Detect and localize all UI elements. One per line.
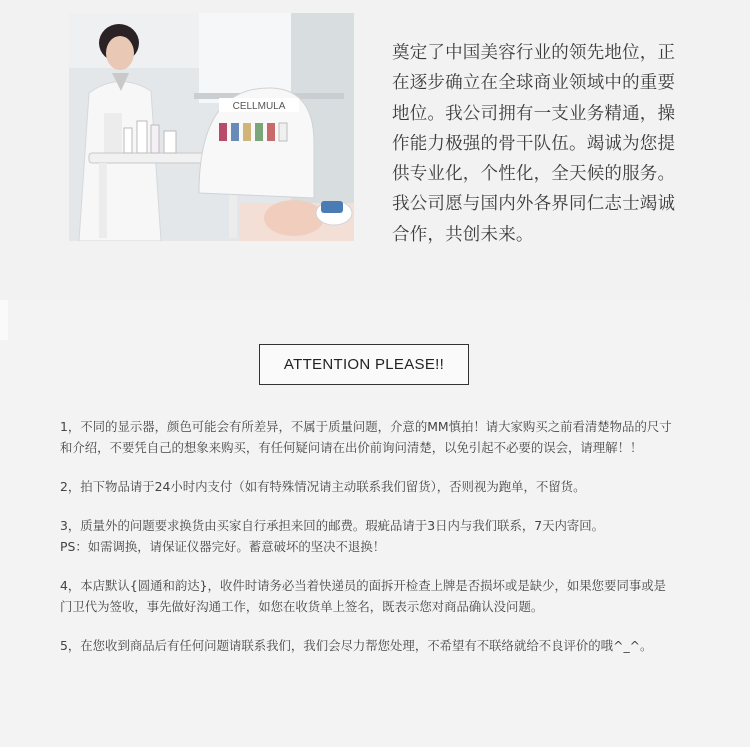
attention-heading-box [259,344,469,385]
notice-line: 门卫代为签收，事先做好沟通工作，如您在收货单上签名，既表示您对商品确认没问题。 [60,599,544,614]
intro-line: 合作，共创未来。 [392,224,534,245]
intro-line: 奠定了中国美容行业的领先地位，正 [392,43,676,63]
intro-line: 在逐步确立在全球商业领域中的重要 [392,73,676,94]
photo-illustration [69,13,354,241]
attention-title: ATTENTION PLEASE!! [283,356,445,373]
notice-line: 3，质量外的问题要求换货由买家自行承担来回的邮费。瑕疵品请于3日内与我们联系，7天内寄回。 [60,518,605,533]
notice-list [60,416,740,674]
intro-line: 我公司愿与国内外各界同仁志士竭诚 [392,194,676,215]
notice-line: 4，本店默认{圆通和韵达}，收件时请务必当着快递员的面拆开检查上牌是否损坏或是缺少，如果您要同事或是 [60,578,667,593]
notice-line: 5，在您收到商品后有任何问题请联系我们，我们会尽力帮您处理，不希望有不联络就给不良评价的哦^_^。 [60,638,653,653]
notice-line: 和介绍，不要凭自己的想象来购买，有任何疑问请在出价前询问清楚，以免引起不必要的误会，请理解！！ [60,440,643,455]
intro-section [0,0,750,300]
notice-section [0,300,750,747]
photo-brand-sign: CELLMULA [232,101,286,112]
decorative-band [0,300,8,340]
intro-line: 供专业化，个性化，全天候的服务。 [392,164,676,185]
notice-item-2 [60,476,740,497]
company-intro-paragraph [392,38,702,250]
intro-line: 地位。我公司拥有一支业务精通，操 [392,103,676,124]
notice-line: 2，拍下物品请于24小时内支付（如有特殊情况请主动联系我们留货），否则视为跑单，不留货。 [60,479,586,494]
notice-line: 1，不同的显示器，颜色可能会有所差异，不属于质量问题，介意的MM慎拍！请大家购买之前看清楚物品的尺寸 [60,419,672,434]
beauty-clinic-photo [69,13,354,241]
notice-item-5 [60,635,740,656]
notice-line: PS：如需调换，请保证仪器完好。蓄意破坏的坚决不退换！ [60,539,386,554]
notice-item-4 [60,575,740,617]
notice-item-3 [60,515,740,557]
notice-item-1 [60,416,740,458]
intro-line: 作能力极强的骨干队伍。竭诚为您提 [392,133,676,154]
